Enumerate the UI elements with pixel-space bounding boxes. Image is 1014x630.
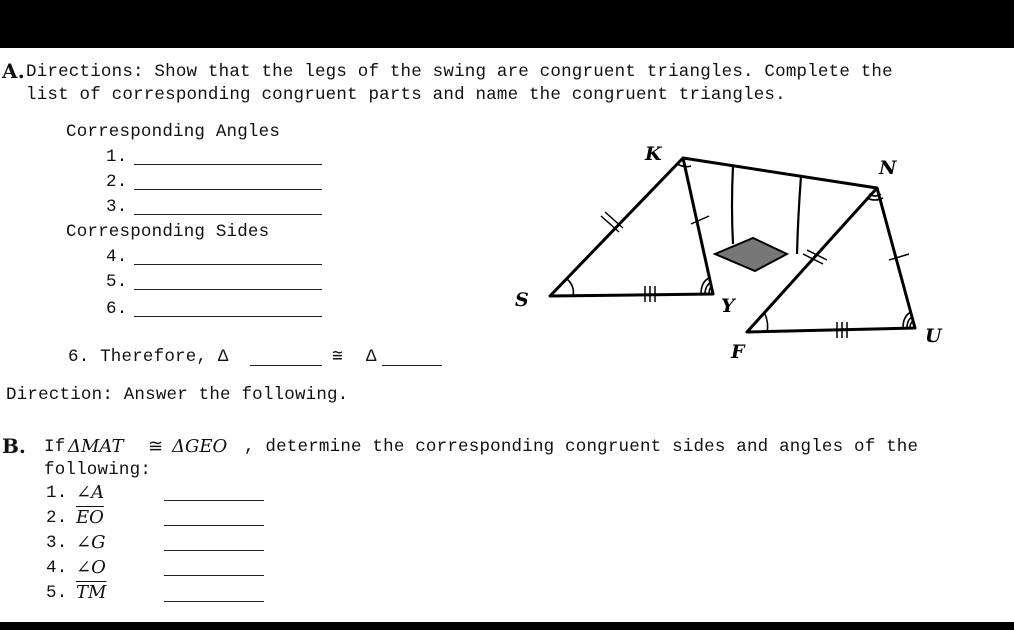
- side-item-4-blank[interactable]: [134, 264, 322, 265]
- vertex-label-k: K: [645, 143, 662, 165]
- triangle-geo: ΔGEO: [172, 436, 228, 457]
- side-item-4-number: 4.: [106, 247, 128, 267]
- vertex-label-s: S: [515, 289, 529, 311]
- b-item-4-blank[interactable]: [164, 575, 264, 576]
- congruent-symbol: ≅: [332, 347, 343, 367]
- b-item-4-number: 4.: [46, 558, 68, 578]
- part-b-marker: B.: [2, 434, 26, 458]
- therefore-triangle-2-blank[interactable]: [382, 365, 442, 366]
- b-item-2-number: 2.: [46, 508, 68, 528]
- part-b-prompt-line-2: following:: [44, 460, 152, 480]
- corresponding-sides-heading: Corresponding Sides: [66, 222, 270, 242]
- directions-line-2: list of corresponding congruent parts and name the congruent triangles.: [26, 85, 786, 105]
- angle-item-3-blank[interactable]: [134, 214, 322, 215]
- vertex-label-u: U: [925, 325, 942, 347]
- swing-seat: [715, 238, 787, 271]
- vertex-label-n: N: [879, 157, 897, 179]
- angle-item-1-blank[interactable]: [134, 164, 322, 165]
- side-item-6-number: 6.: [106, 299, 128, 319]
- corresponding-angles-heading: Corresponding Angles: [66, 122, 281, 142]
- part-a-marker: A.: [2, 59, 25, 83]
- b-item-5-blank[interactable]: [164, 601, 264, 602]
- side-item-5-blank[interactable]: [134, 289, 322, 290]
- vertex-label-f: F: [731, 341, 745, 363]
- angle-item-2-blank[interactable]: [134, 189, 322, 190]
- angle-item-1-number: 1.: [106, 147, 128, 167]
- direction-heading: Direction: Answer the following.: [6, 385, 349, 405]
- therefore-label: 6. Therefore, Δ: [68, 347, 229, 367]
- triangle-sky: [550, 158, 713, 296]
- congruent-sign: ≅: [148, 436, 164, 457]
- b-item-2-blank[interactable]: [164, 525, 264, 526]
- swing-top-bar: [683, 158, 877, 188]
- b-item-4-angle-o: ∠O: [76, 557, 106, 578]
- side-item-5-number: 5.: [106, 272, 128, 292]
- b-item-1-blank[interactable]: [164, 500, 264, 501]
- swing-rope-right: [797, 176, 801, 254]
- b-item-1-angle-a: ∠A: [76, 482, 105, 503]
- b-item-5-number: 5.: [46, 583, 68, 603]
- b-item-1-number: 1.: [46, 483, 68, 503]
- side-item-6-blank[interactable]: [134, 316, 322, 317]
- triangle-symbol: Δ: [366, 347, 377, 367]
- b-item-3-blank[interactable]: [164, 550, 264, 551]
- angle-item-2-number: 2.: [106, 172, 128, 192]
- b-item-3-number: 3.: [46, 533, 68, 553]
- therefore-triangle-1-blank[interactable]: [250, 365, 322, 366]
- vertex-label-y: Y: [721, 295, 735, 317]
- directions-line-1: Directions: Show that the legs of the swing are congruent triangles. Complete the: [26, 62, 893, 82]
- b-item-5-segment-tm: $\overline{TM}$: [76, 582, 107, 603]
- b-item-3-angle-g: ∠G: [76, 532, 106, 553]
- triangle-mat: ΔMAT: [68, 436, 124, 457]
- swing-rope-left: [732, 166, 733, 244]
- part-b-if: If: [44, 437, 66, 457]
- angle-item-3-number: 3.: [106, 197, 128, 217]
- worksheet-page: [0, 48, 1014, 622]
- part-b-prompt-rest: , determine the corresponding congruent sides and angles of the: [244, 437, 919, 457]
- swing-triangles-figure: [505, 136, 965, 418]
- b-item-2-segment-eo: $\overline{EO}$: [76, 507, 104, 528]
